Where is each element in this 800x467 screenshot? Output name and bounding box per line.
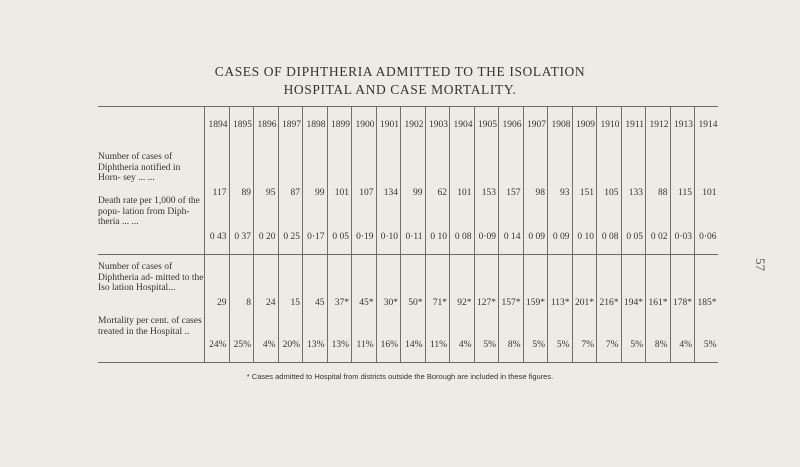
year-header: 1902 bbox=[404, 120, 424, 130]
table-cell: 93 bbox=[560, 188, 570, 198]
table-cell: 0·10 bbox=[380, 232, 398, 242]
year-header: 1912 bbox=[649, 120, 669, 130]
table-cell: 157 bbox=[506, 188, 521, 198]
table-cell: 37* bbox=[334, 298, 349, 308]
year-header: 1905 bbox=[478, 120, 497, 130]
table-cell: 0 09 bbox=[552, 232, 570, 242]
table-cell: 0 14 bbox=[503, 232, 521, 242]
table-cell: 0 10 bbox=[430, 232, 447, 242]
table-cell: 30* bbox=[383, 298, 398, 308]
table-cell: 8 bbox=[246, 298, 251, 308]
table-cell: 0 25 bbox=[283, 232, 300, 242]
table-cell: 134 bbox=[383, 188, 398, 198]
row-label-death-rate: Death rate per 1,000 of the popu- lation from Diph- theria ... ... bbox=[98, 196, 200, 227]
table-cell: 133 bbox=[628, 188, 643, 198]
table-cell: 25% bbox=[233, 340, 251, 350]
table-cell: 71* bbox=[432, 298, 447, 308]
table-cell: 0 20 bbox=[258, 232, 276, 242]
table-cell: 5% bbox=[483, 340, 496, 350]
year-header: 1914 bbox=[698, 120, 718, 130]
table-cell: 92* bbox=[457, 298, 472, 308]
table-middle-rule bbox=[98, 254, 718, 255]
table-top-rule bbox=[98, 106, 718, 107]
table-cell: 0 05 bbox=[626, 232, 643, 242]
table-cell: 24 bbox=[266, 298, 276, 308]
table-cell: 8% bbox=[507, 340, 521, 350]
table-cell: 4% bbox=[679, 340, 692, 350]
table-cell: 5% bbox=[556, 340, 570, 350]
table-cell: 153 bbox=[481, 188, 496, 198]
table-cell: 159* bbox=[526, 298, 545, 308]
table-cell: 185* bbox=[697, 298, 717, 308]
year-header: 1906 bbox=[502, 120, 522, 130]
table-cell: 0·03 bbox=[674, 232, 692, 242]
table-cell: 14% bbox=[405, 340, 423, 350]
year-header: 1903 bbox=[429, 120, 448, 130]
year-header: 1909 bbox=[576, 120, 595, 130]
table-cell: 8% bbox=[654, 340, 668, 350]
table-cell: 50* bbox=[408, 298, 423, 308]
table-cell: 127* bbox=[477, 298, 496, 308]
footnote: * Cases admitted to Hospital from districts outside the Borough are included in these figures. bbox=[246, 372, 554, 381]
year-header: 1900 bbox=[355, 120, 375, 130]
table-cell: 161* bbox=[648, 298, 668, 308]
table-cell: 11% bbox=[356, 340, 374, 350]
title-line-1: CASES OF DIPHTHERIA ADMITTED TO THE ISOLATION bbox=[214, 64, 586, 79]
table-cell: 178* bbox=[673, 298, 692, 308]
year-header: 1911 bbox=[625, 120, 644, 130]
table-cell: 0 05 bbox=[332, 232, 349, 242]
year-header: 1907 bbox=[527, 120, 546, 130]
table-cell: 113* bbox=[550, 298, 570, 308]
table-cell: 201* bbox=[575, 298, 594, 308]
table-cell: 5% bbox=[703, 340, 717, 350]
table-cell: 15 bbox=[290, 298, 300, 308]
table-cell: 101 bbox=[334, 188, 349, 198]
year-header: 1897 bbox=[282, 120, 301, 130]
table-cell: 115 bbox=[678, 188, 692, 198]
table-cell: 24% bbox=[209, 340, 227, 350]
table-cell: 95 bbox=[266, 188, 276, 198]
table-cell: 0·11 bbox=[405, 232, 423, 242]
year-header: 1894 bbox=[208, 120, 228, 130]
table-cell: 0·09 bbox=[478, 232, 496, 242]
table-cell: 4% bbox=[458, 340, 472, 350]
table-cell: 0 02 bbox=[650, 232, 668, 242]
table-cell: 5% bbox=[532, 340, 545, 350]
table-cell: 105 bbox=[604, 188, 619, 198]
table-cell: 89 bbox=[241, 188, 251, 198]
table-cell: 0·06 bbox=[699, 232, 717, 242]
table-cell: 0 08 bbox=[601, 232, 619, 242]
table-cell: 29 bbox=[217, 298, 227, 308]
row-label-notified: Number of cases of Diphtheria notified in Horn- sey ... ... bbox=[98, 152, 181, 183]
table-cell: 0 10 bbox=[577, 232, 594, 242]
table-cell: 0 08 bbox=[454, 232, 472, 242]
table-cell: 101 bbox=[702, 188, 717, 198]
year-header: 1896 bbox=[257, 120, 277, 130]
diphtheria-table bbox=[98, 106, 718, 364]
table-cell: 45 bbox=[315, 298, 325, 308]
table-cell: 157* bbox=[501, 298, 521, 308]
table-cell: 88 bbox=[658, 188, 668, 198]
row-label-mortality: Mortality per cent. of cases treated in the Hospital .. bbox=[98, 316, 202, 337]
year-header: 1898 bbox=[306, 120, 326, 130]
table-cell: 0 43 bbox=[209, 232, 227, 242]
table-cell: 16% bbox=[380, 340, 398, 350]
table-cell: 151 bbox=[579, 188, 594, 198]
table-cell: 11% bbox=[429, 340, 447, 350]
year-header: 1913 bbox=[674, 120, 693, 130]
table-cell: 101 bbox=[457, 188, 472, 198]
table-cell: 13% bbox=[331, 340, 349, 350]
page-number: 57 bbox=[753, 258, 768, 271]
table-cell: 7% bbox=[581, 340, 594, 350]
row-label-admitted: Number of cases of Diphtheria ad- mitted to the Iso lation Hospital... bbox=[98, 262, 204, 293]
table-cell: 13% bbox=[307, 340, 325, 350]
year-header: 1910 bbox=[600, 120, 620, 130]
table-cell: 0 37 bbox=[234, 232, 251, 242]
title-line-2: HOSPITAL AND CASE MORTALITY. bbox=[283, 82, 517, 97]
year-header: 1908 bbox=[551, 120, 571, 130]
table-cell: 0·17 bbox=[307, 232, 325, 242]
table-cell: 0·19 bbox=[356, 232, 374, 242]
year-header: 1901 bbox=[380, 120, 399, 130]
table-cell: 4% bbox=[262, 340, 276, 350]
table-cell: 45* bbox=[359, 298, 374, 308]
table-cell: 5% bbox=[630, 340, 643, 350]
table-cell: 7% bbox=[605, 340, 619, 350]
table-cell: 117 bbox=[212, 188, 227, 198]
table-cell: 99 bbox=[413, 188, 423, 198]
table-cell: 99 bbox=[315, 188, 325, 198]
table-cell: 98 bbox=[535, 188, 545, 198]
table-cell: 20% bbox=[282, 340, 300, 350]
table-cell: 0 09 bbox=[528, 232, 545, 242]
table-cell: 62 bbox=[437, 188, 447, 198]
table-cell: 87 bbox=[290, 188, 300, 198]
table-cell: 216* bbox=[599, 298, 619, 308]
year-header: 1904 bbox=[453, 120, 473, 130]
table-cell: 194* bbox=[624, 298, 643, 308]
table-cell: 107 bbox=[359, 188, 374, 198]
table-bottom-rule bbox=[98, 362, 718, 363]
year-header: 1899 bbox=[331, 120, 350, 130]
year-header: 1895 bbox=[233, 120, 252, 130]
